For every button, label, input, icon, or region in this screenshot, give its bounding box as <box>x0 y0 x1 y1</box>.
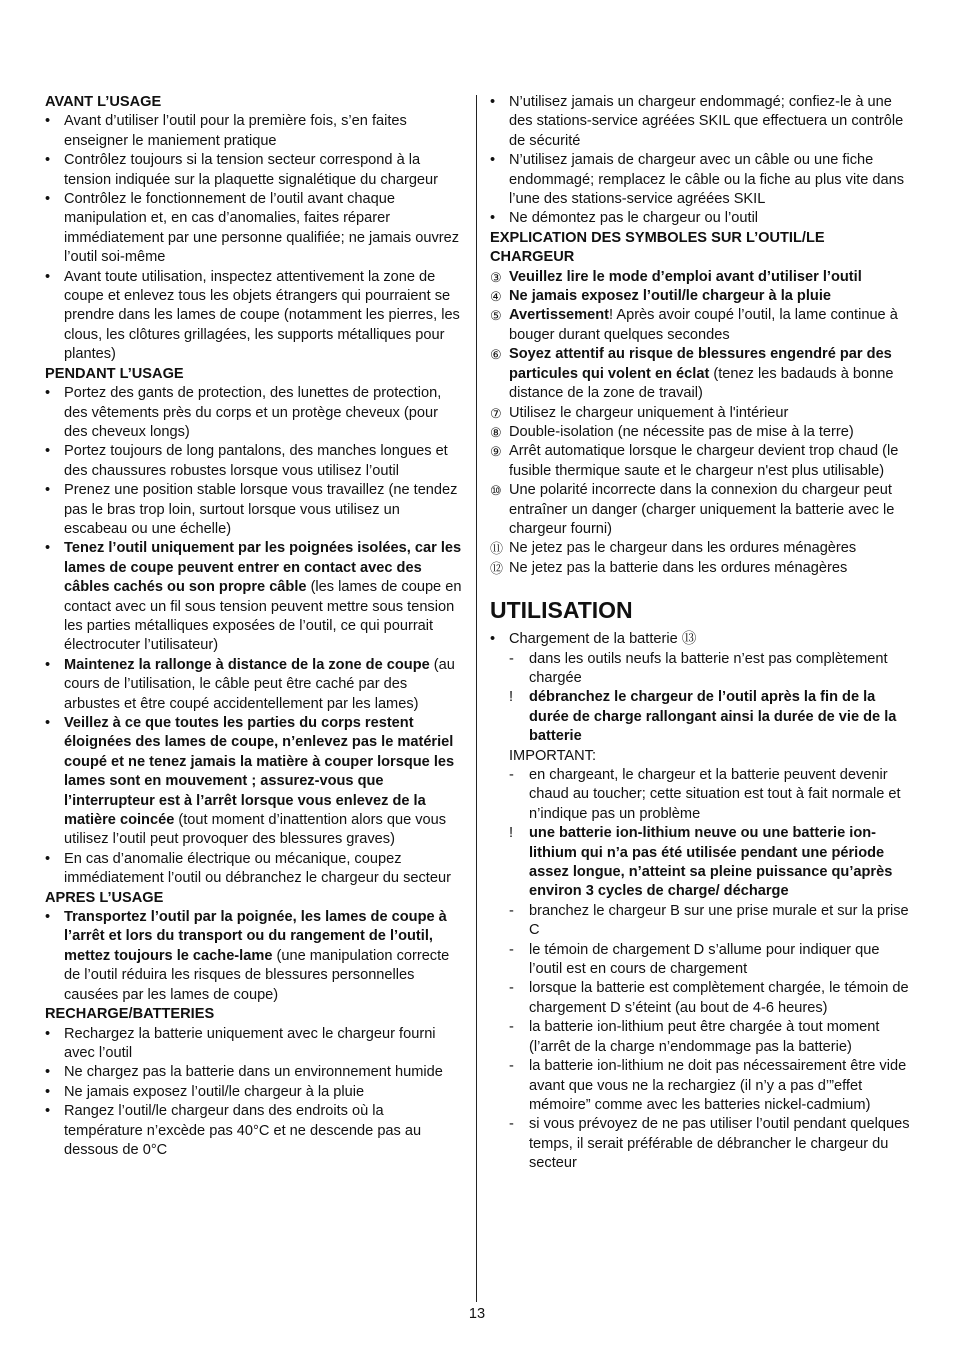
item-marker: - <box>509 650 514 667</box>
bullet-item <box>45 539 465 655</box>
item-text: Rangez l’outil/le chargeur dans des endroits où la température n’excède pas 40°C et ne descende pas au dessous de 0°C <box>64 1103 422 1158</box>
item-text: (au cours de l’utilisation, le câble peut être caché par des arbustes et être coupé accidentellement par les lames) <box>64 656 455 712</box>
item-text: Arrêt automatique lorsque le chargeur devient trop chaud (le fusible thermique saute et le chargeur n'est plus utilisable) <box>509 443 899 479</box>
item-text: le témoin de chargement D s’allume pour indiquer que l’outil est en cours de chargement <box>529 941 880 978</box>
item-text: la batterie ion-lithium peut être chargée à tout moment (l’arrêt de la charge n’endommage pas la batterie) <box>529 1019 880 1055</box>
item-text: Ne jamais exposez l’outil/le chargeur à la pluie <box>64 1083 365 1100</box>
bullet-item <box>45 384 465 442</box>
item-bold-text: Veillez à ce que toutes les parties du corps restent éloignées des lames de coupe, n’enlevez pas le matériel coupé et ne tenez jamais la matière à couper lorsque les lames sont en mouvement ; assurez-vous que l’interrupteur est à l’arrêt lorsque vous enlevez de la matière coincée <box>64 715 455 829</box>
item-text: Avant d’utiliser l’outil pour la première fois, s’en faites enseigner le maniement pratique <box>64 113 407 149</box>
right-column <box>490 93 910 1174</box>
dash-item <box>490 650 910 689</box>
bullet-item <box>45 1083 465 1102</box>
bullet-item <box>45 1102 465 1160</box>
section-heading: PENDANT L’USAGE <box>45 365 184 382</box>
item-text: Ne jetez pas le chargeur dans les ordures ménagères <box>509 540 857 557</box>
bullet-item <box>45 1063 465 1082</box>
symbol-number: ⑥ <box>490 347 502 363</box>
item-text: (tout moment d’inattention alors que vous utilisez l’outil peut provoquer des blessures graves) <box>64 812 447 848</box>
bullet-item <box>490 209 910 228</box>
item-text: ! Après avoir coupé l’outil, la lame continue à bouger durant quelques secondes <box>509 307 898 343</box>
section-title: UTILISATION <box>490 597 633 624</box>
item-text: Contrôlez le fonctionnement de l’outil avant chaque manipulation et, en cas d’anomalies, faites réparer immédiatement par une personne qualifiée; ne jamais ouvrez l’outil soi-même <box>64 191 460 266</box>
bullet-item <box>490 630 910 649</box>
item-marker: - <box>509 941 514 958</box>
item-bold-text: Avertissement <box>509 307 610 324</box>
item-bold-text: Veuillez lire le mode d’emploi avant d’utiliser l’outil <box>509 268 862 285</box>
symbol-number: ⑨ <box>490 444 502 460</box>
item-bold-text: Soyez attentif au risque de blessures engendré par des particules qui volent en éclat <box>509 346 892 382</box>
item-text: (les lames de coupe en contact avec un fil sous tension peuvent mettre sous tension les parties métalliques exposées de l’outil, ce qui pourrait électrocuter l’utilisateur) <box>64 579 462 654</box>
dash-item <box>490 941 910 980</box>
item-text: Rechargez la batterie uniquement avec le chargeur fourni avec l’outil <box>64 1025 436 1061</box>
symbol-number: ⑤ <box>490 308 502 324</box>
item-bold-text: Maintenez la rallonge à distance de la zone de coupe <box>64 656 430 673</box>
item-text: N’utilisez jamais un chargeur endommagé; confiez-le à une des stations-service agréées SKIL que effectuera un contrôle de sécurité <box>509 94 904 149</box>
symbol-number: ⑧ <box>490 424 502 440</box>
symbol-item <box>490 481 910 539</box>
item-marker: ! <box>509 825 514 842</box>
section-heading: APRES L’USAGE <box>45 889 164 906</box>
item-text: Prenez une position stable lorsque vous travaillez (ne tendez pas le bras trop loin, surtout lorsque vous utilisez un escabeau ou une échelle) <box>64 482 458 537</box>
symbol-item <box>490 539 910 558</box>
item-text: en chargeant, le chargeur et la batterie peuvent devenir chaud au toucher; cette situation est tout à fait normale et n’indique pas un problème <box>529 767 901 822</box>
section-heading: AVANT L’USAGE <box>45 94 162 110</box>
item-text: Double-isolation (ne nécessite pas de mise à la terre) <box>509 423 854 440</box>
bullet-item <box>45 442 465 481</box>
item-marker: - <box>509 980 514 997</box>
item-text: En cas d’anomalie électrique ou mécanique, coupez immédiatement l’outil ou débranchez le chargeur du secteur <box>64 850 451 887</box>
item-text: Avant toute utilisation, inspectez attentivement la zone de coupe et enlevez tous les objets étrangers qui pourraient se prendre dans les lames de coupe (notamment les pierres, les clous, les clôtures grillagées, les supports métalliques pour plantes) <box>64 268 460 363</box>
symbol-number: ⑦ <box>490 405 502 421</box>
bullet-item <box>490 151 910 209</box>
item-text: (une manipulation correcte de l’outil réduira les risques de blessures personnelles causées par les lames de coupe) <box>64 947 450 1003</box>
item-marker: - <box>509 1116 514 1133</box>
item-text: (tenez les badauds à bonne distance de la zone de travail) <box>509 365 894 402</box>
symbol-number: ⑩ <box>490 483 502 499</box>
column-divider <box>476 95 477 1302</box>
dash-item <box>490 766 910 824</box>
item-marker: - <box>509 767 514 783</box>
item-marker: - <box>509 1019 514 1036</box>
bullet-item <box>45 151 465 190</box>
item-text: N’utilisez jamais de chargeur avec un câble ou une fiche endommagé; remplacez le câble ou la fiche au plus vite dans l’une des stations-service agréées SKIL <box>509 152 905 208</box>
bullet-item <box>45 268 465 365</box>
page-number: 13 <box>468 1306 486 1322</box>
symbol-number: ⑫ <box>490 560 504 576</box>
item-text: dans les outils neufs la batterie n’est pas complètement chargée <box>529 650 888 686</box>
item-text: Ne démontez pas le chargeur ou l’outil <box>509 210 759 227</box>
item-text: si vous prévoyez de ne pas utiliser l’outil pendant quelques temps, il serait préférable de débrancher le chargeur du secteur <box>529 1116 910 1172</box>
dash-item <box>490 1057 910 1115</box>
item-text: Portez des gants de protection, des lunettes de protection, des vêtements près du corps et un protège cheveux (pour des cheveux longs) <box>64 385 442 440</box>
item-text: la batterie ion-lithium ne doit pas nécessairement être vide avant que vous ne la rechargiez (il n’y a pas d’”effet mémoire” comme avec les batteries nickel-cadmium) <box>529 1058 907 1113</box>
bullet-item <box>45 112 465 151</box>
dash-item <box>490 1018 910 1057</box>
bullet-item <box>45 714 465 850</box>
item-text: Portez toujours de long pantalons, des manches longues et des chaussures robustes lorsque vous utilisez l’outil <box>64 443 448 479</box>
item-text: Chargement de la batterie ⑬ <box>509 631 697 648</box>
symbol-item <box>490 559 910 578</box>
note-label: IMPORTANT: <box>509 747 597 764</box>
bullet-item <box>45 481 465 539</box>
item-bold-text: Transportez l’outil par la poignée, les lames de coupe à l’arrêt et lors du transport ou du rangement de l’outil, mettez toujours le cache-lame <box>64 909 447 964</box>
symbol-number: ⑪ <box>490 541 504 557</box>
section-heading: EXPLICATION DES SYMBOLES SUR L’OUTIL/LE CHARGEUR <box>490 229 825 266</box>
symbol-number: ④ <box>490 289 502 305</box>
bullet-item <box>45 850 465 889</box>
symbol-item <box>490 306 910 345</box>
symbol-item <box>490 287 910 306</box>
item-bold-text: Ne jamais exposez l’outil/le chargeur à la pluie <box>509 288 831 305</box>
bullet-item <box>45 1025 465 1064</box>
symbol-item <box>490 423 910 442</box>
item-text: branchez le chargeur B sur une prise murale et sur la prise C <box>529 902 909 939</box>
symbol-item <box>490 404 910 423</box>
dash-item <box>490 1115 910 1173</box>
item-bold-text: Tenez l’outil uniquement par les poignées isolées, car les lames de coupe peuvent entrer en contact avec des câbles cachés ou son propre câble <box>64 540 462 596</box>
item-marker: ! <box>509 689 514 706</box>
item-text: lorsque la batterie est complètement chargée, le témoin de chargement D s’éteint (au bout de 4-6 heures) <box>529 980 909 1016</box>
symbol-number: ③ <box>490 269 502 285</box>
symbol-item <box>490 345 910 403</box>
item-text: Ne jetez pas la batterie dans les ordures ménagères <box>509 559 848 576</box>
dash-item <box>490 902 910 941</box>
symbol-item <box>490 442 910 481</box>
item-marker: - <box>509 1058 514 1075</box>
bullet-item <box>45 656 465 714</box>
item-bold-text: débranchez le chargeur de l’outil après la fin de la durée de charge rallongant ainsi la durée de vie de la batterie <box>529 689 897 745</box>
item-text: Contrôlez toujours si la tension secteur correspond à la tension indiquée sur la plaquette signalétique du chargeur <box>64 152 439 188</box>
item-text: Ne chargez pas la batterie dans un environnement humide <box>64 1064 443 1081</box>
dash-item <box>490 824 910 902</box>
item-marker: - <box>509 902 514 919</box>
dash-item <box>490 688 910 746</box>
item-text: Une polarité incorrecte dans la connexion du chargeur peut entraîner un danger (charger uniquement la batterie avec le chargeur fourni) <box>509 482 895 537</box>
left-column <box>45 93 465 1160</box>
item-text: Utilisez le chargeur uniquement à l'intérieur <box>509 404 789 421</box>
bullet-item <box>490 93 910 151</box>
bullet-item <box>45 908 465 1005</box>
item-bold-text: une batterie ion-lithium neuve ou une batterie ion-lithium qui n’a pas été utilisée pendant une période assez longue, n’atteint sa pleine puissance qu’après environ 3 cycles de charge/ décharge <box>529 825 893 900</box>
dash-item <box>490 979 910 1018</box>
section-heading: RECHARGE/BATTERIES <box>45 1006 215 1023</box>
symbol-item <box>490 268 910 287</box>
bullet-item <box>45 190 465 268</box>
